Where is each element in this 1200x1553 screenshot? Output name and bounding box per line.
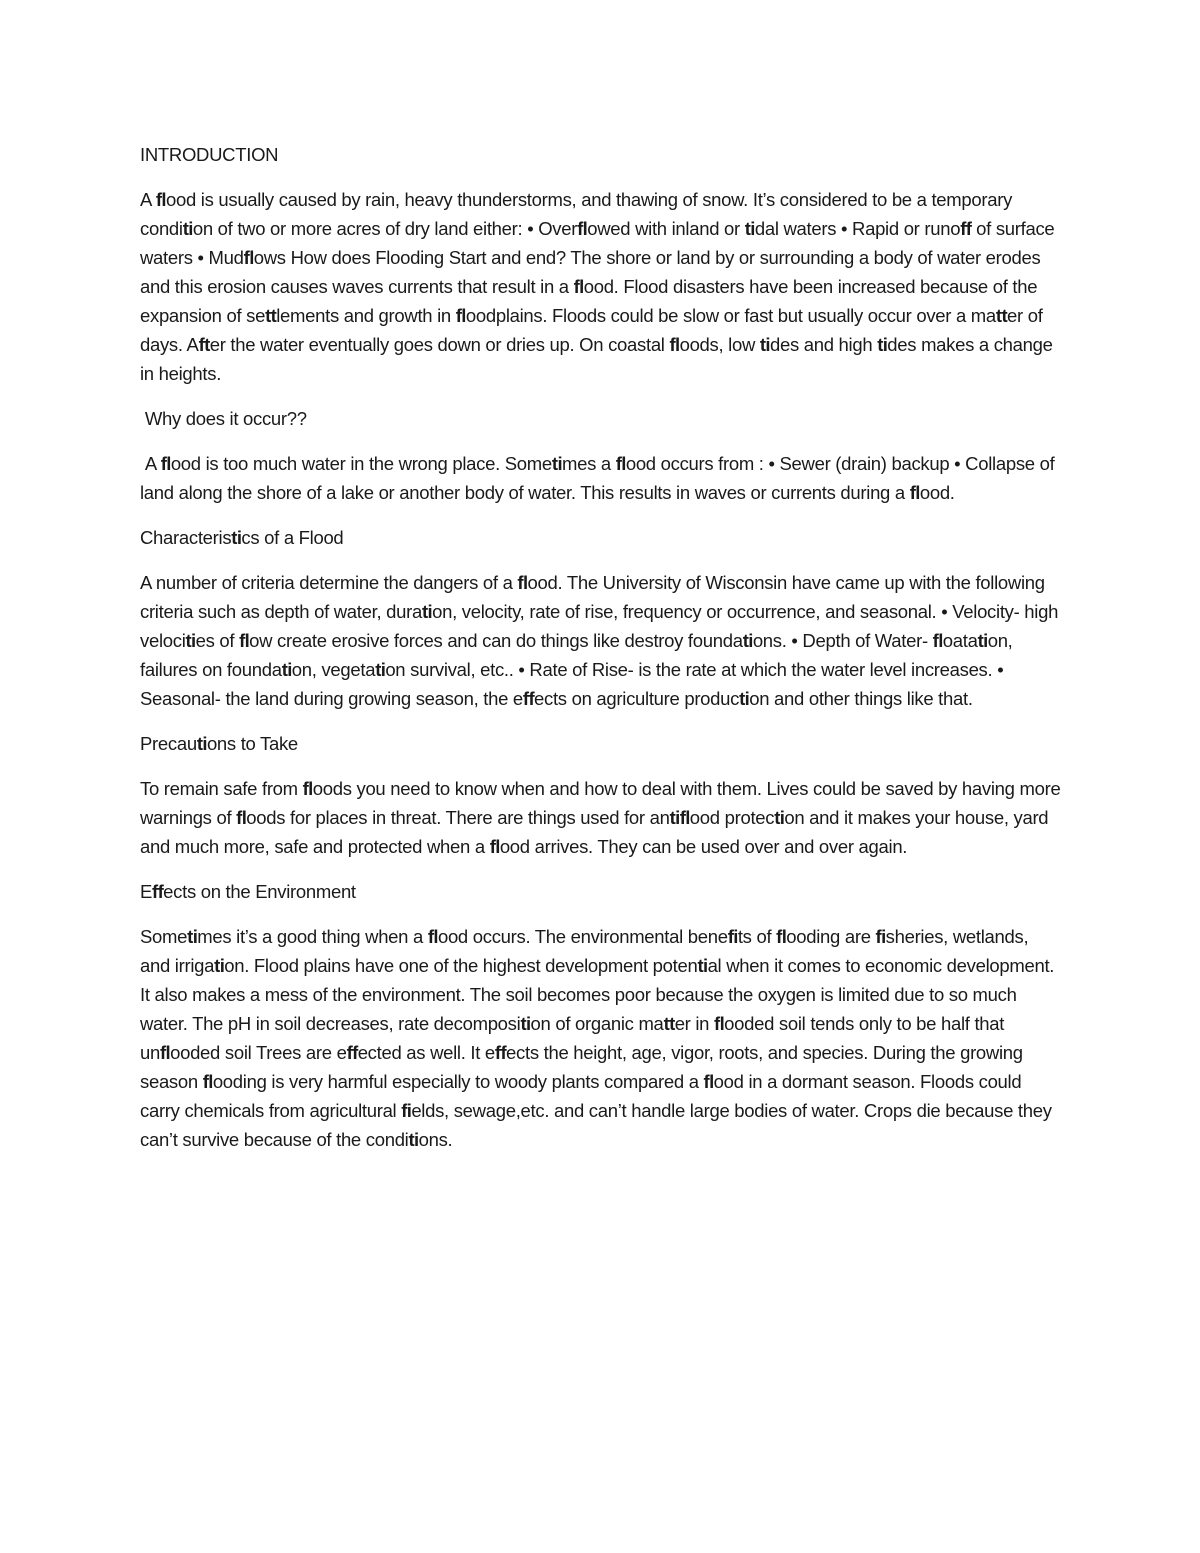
heading-effects-on-the-environment: Effects on the Environment (140, 881, 356, 902)
heading-introduction: INTRODUCTION (140, 144, 279, 165)
section-introduction (140, 140, 1062, 388)
section-why-does-it-occur (140, 404, 1062, 507)
section-characteristics-of-a-flood (140, 523, 1062, 713)
heading-precautions-to-take: Precautions to Take (140, 733, 298, 754)
paragraph-characteristics-of-a-flood: A number of criteria determine the dangers of a flood. The University of Wisconsin have came up with the following criteria such as depth of water, duration, velocity, rate of rise, frequency or occurrence, and seasonal. • Velocity- high velocities of flow create erosive forces and can do things like destroy foundations. • Depth of Water- floatation, failures on foundation, vegetation survival, etc.. • Rate of Rise- is the rate at which the water level increases. • Seasonal- the land during growing season, the effects on agriculture production and other things like that. (140, 572, 1063, 709)
paragraph-introduction: A flood is usually caused by rain, heavy thunderstorms, and thawing of snow. It’s considered to be a temporary condition of two or more acres of dry land either: • Overflowed with inland or tidal waters • Rapid or runoff of surface waters • Mudflows How does Flooding Start and end? The shore or land by or surrounding a body of water erodes and this erosion causes waves currents that result in a flood. Flood disasters have been increased because of the expansion of settlements and growth in floodplains. Floods could be slow or fast but usually occur over a matter of days. After the water eventually goes down or dries up. On coastal floods, low tides and high tides makes a change in heights. (140, 189, 1060, 384)
heading-why-does-it-occur: Why does it occur?? (140, 408, 307, 429)
paragraph-why-does-it-occur: A flood is too much water in the wrong place. Sometimes a flood occurs from : • Sewer (drain) backup • Collapse of land along the shore of a lake or another body of water. This results in waves or currents during a flood. (140, 453, 1060, 503)
heading-characteristics-of-a-flood: Characteristics of a Flood (140, 527, 344, 548)
section-effects-on-the-environment (140, 877, 1062, 1154)
paragraph-precautions-to-take: To remain safe from floods you need to know when and how to deal with them. Lives could be saved by having more warnings of floods for places in threat. There are things used for antiflood protection and it makes your house, yard and much more, safe and protected when a flood arrives. They can be used over and over again. (140, 778, 1066, 857)
section-precautions-to-take (140, 729, 1066, 861)
paragraph-effects-on-the-environment: Sometimes it’s a good thing when a flood occurs. The environmental benefits of flooding are fisheries, wetlands, and irrigation. Flood plains have one of the highest development potential when it comes to economic development. It also makes a mess of the environment. The soil becomes poor because the oxygen is limited due to so much water. The pH in soil decreases, rate decomposition of organic matter in flooded soil tends only to be half that unflooded soil Trees are effected as well. It effects the height, age, vigor, roots, and species. During the growing season flooding is very harmful especially to woody plants compared a flood in a dormant season. Floods could carry chemicals from agricultural fields, sewage,etc. and can’t handle large bodies of water. Crops die because they can’t survive because of the conditions. (140, 926, 1059, 1150)
